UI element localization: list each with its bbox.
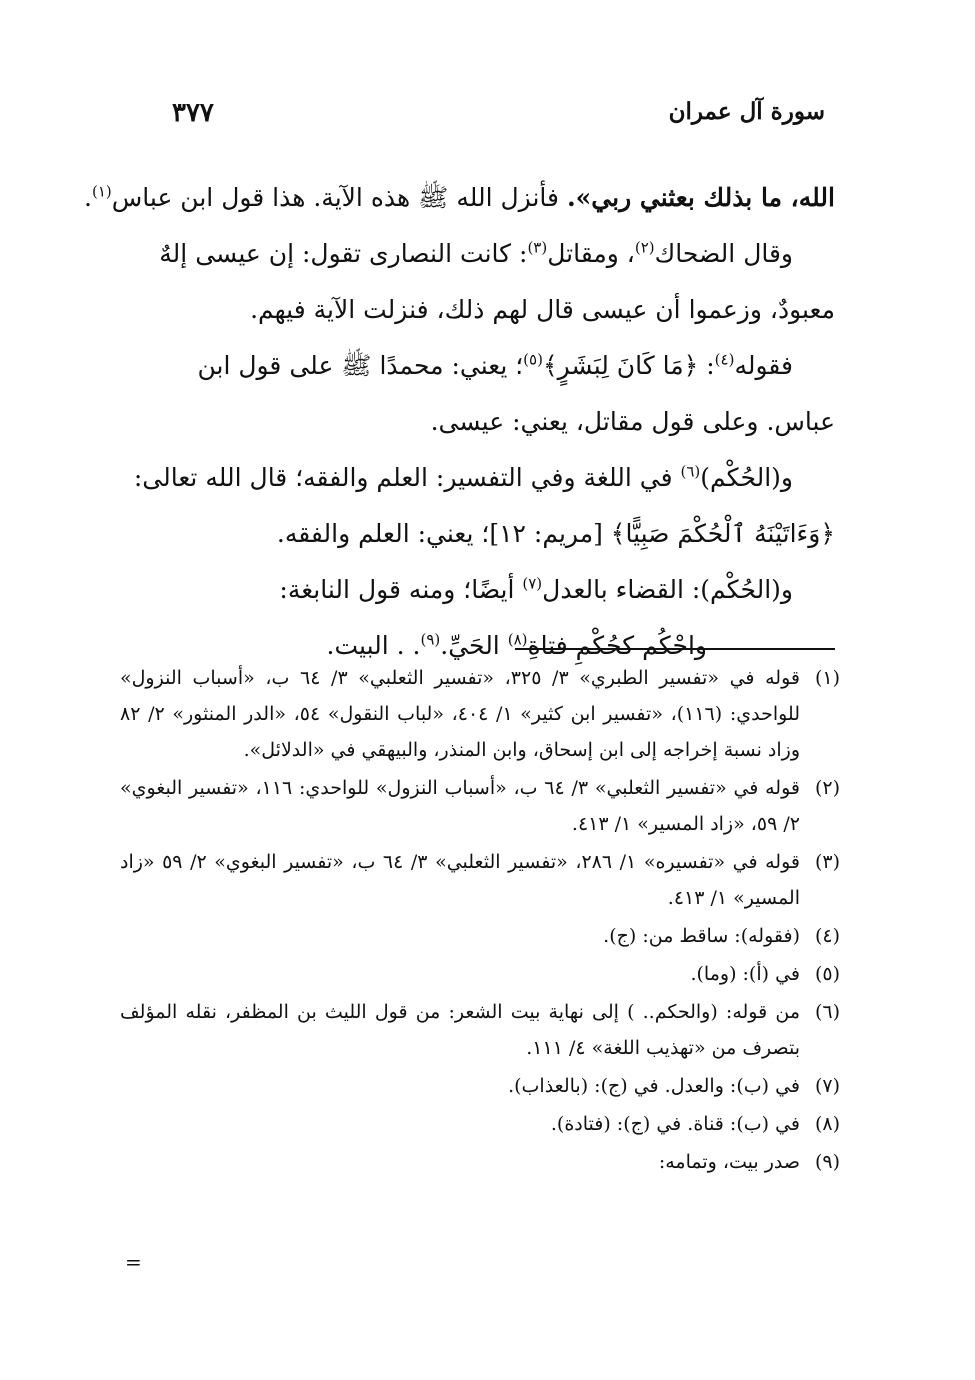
- main-text: [84, 170, 835, 674]
- text-segment: واحْكُم كحُكْمِ فتاةِ: [527, 631, 707, 660]
- text-segment: : كانت النصارى تقول: إن عيسى إلهٌ: [159, 239, 528, 268]
- text-segment: في اللغة وفي التفسير: العلم والفقه؛ قال الله تعالى:: [133, 463, 681, 492]
- footnote-text: صدر بيت، وتمامه:: [658, 1151, 800, 1173]
- footnote-number: (٩): [814, 1151, 840, 1173]
- text-segment: و(الحُكْم): [700, 463, 793, 492]
- text-line-2: [120, 226, 835, 282]
- footnote-5: [120, 956, 840, 992]
- text-segment: ؛ يعني: محمدًا ﷺ على قول ابن: [197, 351, 524, 380]
- text-segment: ، ومقاتل: [547, 239, 635, 268]
- footnote-ref-1[interactable]: (١): [91, 182, 112, 201]
- footnote-ref-8[interactable]: (٨): [507, 630, 528, 649]
- footnote-8: [120, 1106, 840, 1142]
- footnote-text: في (ب): قناة. في (ج): (فتادة).: [550, 1113, 800, 1135]
- footnote-text: قوله في «تفسيره» ١/ ٢٨٦، «تفسير الثعلبي» ٣/ ٦٤ ب، «تفسير البغوي» ٢/ ٥٩ «زاد المسير» ١/ ٤١٣.: [120, 851, 800, 909]
- footnote-number: (٢): [814, 777, 840, 799]
- footnote-ref-7[interactable]: (٧): [522, 574, 543, 593]
- footnote-ref-6[interactable]: (٦): [680, 462, 701, 481]
- page-header: [150, 98, 825, 138]
- text-line-3: معبودٌ، وزعموا أن عيسى قال لهم ذلك، فنزلت الآية فيهم.: [250, 295, 835, 324]
- footnote-number: (٥): [814, 963, 840, 985]
- footnote-text: في (أ): (وما).: [690, 963, 800, 985]
- footnote-6: [120, 994, 840, 1066]
- footnote-separator: [515, 648, 835, 650]
- text-line-6: [120, 450, 835, 506]
- text-segment: أيضًا؛ ومنه قول النابغة:: [279, 575, 523, 604]
- continuation-mark: =: [125, 1250, 142, 1274]
- footnote-number: (٧): [814, 1075, 840, 1097]
- footnote-7: [120, 1068, 840, 1104]
- footnote-ref-3[interactable]: (٣): [527, 238, 548, 257]
- footnote-number: (٨): [814, 1113, 840, 1135]
- text-segment: الحَيِّ.: [440, 631, 508, 660]
- text-line-7: ﴿وَءَاتَيْنَهُ ٱلْحُكْمَ صَبِيًّا﴾ [مريم: ١٢]؛ يعني: العلم والفقه.: [276, 519, 835, 548]
- text-segment: و(الحُكْم): القضاء بالعدل: [542, 575, 793, 604]
- text-line-4: [120, 338, 835, 394]
- footnote-ref-9[interactable]: (٩): [420, 630, 441, 649]
- quote-end-bold: الله، ما بذلك بعثني ربي».: [566, 183, 835, 212]
- footnote-4: [120, 918, 840, 954]
- footnote-ref-5[interactable]: (٥): [523, 350, 543, 369]
- text-segment: . . البيت.: [326, 631, 421, 660]
- text-segment: فأنزل الله ﷺ هذه الآية. هذا قول ابن عباس: [111, 183, 567, 212]
- footnote-ref-4[interactable]: (٤): [714, 350, 735, 369]
- footnotes: [120, 660, 840, 1182]
- quran-quote: : ﴿مَا كَانَ لِبَشَرٍ﴾: [542, 351, 715, 380]
- footnote-number: (٦): [814, 1001, 840, 1023]
- surah-title: سورة آل عمران: [668, 98, 825, 125]
- text-line-1: [84, 170, 835, 226]
- footnote-text: في (ب): والعدل. في (ج): (بالعذاب).: [508, 1075, 800, 1097]
- text-line-5: عباس. وعلى قول مقاتل، يعني: عيسى.: [430, 407, 835, 436]
- footnote-ref-2[interactable]: (٢): [634, 238, 655, 257]
- page-number: ٣٧٧: [172, 98, 214, 128]
- text-line-8: [120, 562, 835, 618]
- footnote-number: (٤): [814, 925, 840, 947]
- footnote-2: [120, 770, 840, 842]
- footnote-1: [120, 660, 840, 768]
- text-segment: وقال الضحاك: [654, 239, 793, 268]
- footnote-text: قوله في «تفسير الطبري» ٣/ ٣٢٥، «تفسير الثعلبي» ٣/ ٦٤ ب، «أسباب النزول» للواحدي: (١١٦)، «تفسير ابن كثير» ١/ ٤٠٤، «لباب النقول» ٥٤، «الدر المنثور» ٢/ ٨٢ وزاد نسبة إخراجه إلى ابن إسحاق، وابن المنذر، والبيهقي في «الدلائل».: [120, 667, 800, 761]
- footnote-text: (فقوله): ساقط من: (ج).: [603, 925, 800, 947]
- text-segment: .: [84, 183, 92, 212]
- text-segment: فقوله: [734, 351, 793, 380]
- footnote-number: (١): [814, 667, 840, 689]
- footnote-9: [120, 1144, 840, 1180]
- footnote-3: [120, 844, 840, 916]
- footnote-text: من قوله: (والحكم.. ) إلى نهاية بيت الشعر: من قول الليث بن المظفر، نقله المؤلف بتصرف من «تهذيب اللغة» ٤/ ١١١.: [120, 1001, 800, 1059]
- footnote-number: (٣): [814, 851, 840, 873]
- footnote-text: قوله في «تفسير الثعلبي» ٣/ ٦٤ ب، «أسباب النزول» للواحدي: ١١٦، «تفسير البغوي» ٢/ ٥٩، «زاد المسير» ١/ ٤١٣.: [120, 777, 800, 835]
